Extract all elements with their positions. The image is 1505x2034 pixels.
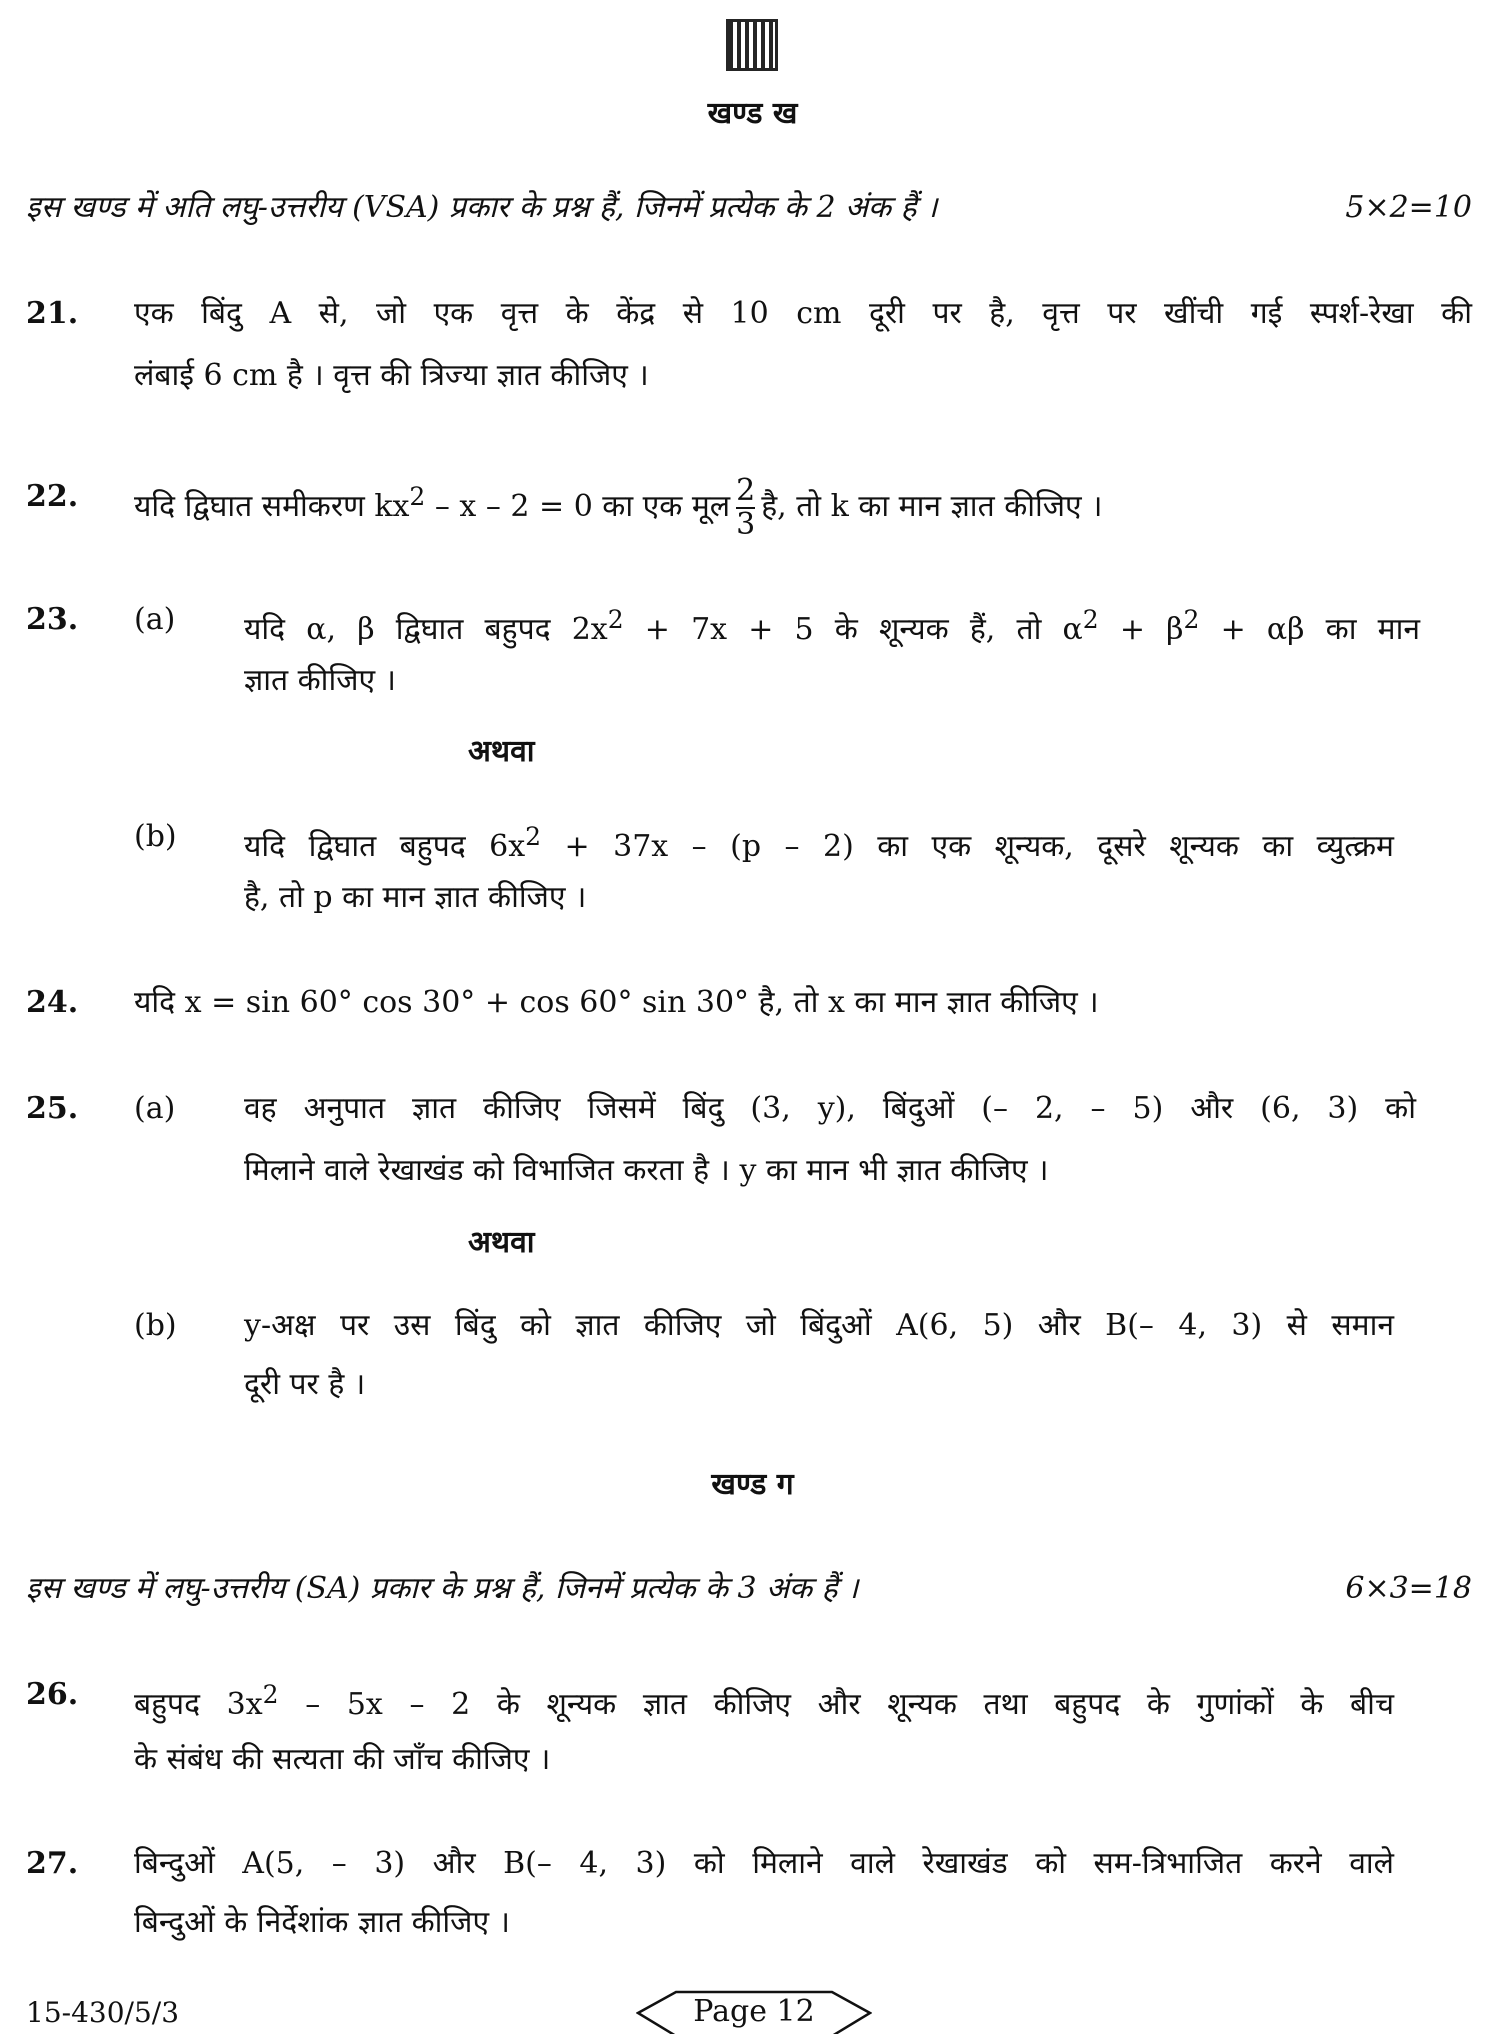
- section-b-instruction: इस खण्ड में अति लघु-उत्तरीय (VSA) प्रकार के प्रश्न हैं, जिनमें प्रत्येक के 2 अंक हैं ।: [26, 190, 938, 225]
- q23-number: 23.: [26, 602, 79, 637]
- q22-sup: 2: [409, 482, 426, 511]
- q22-text: [134, 460, 1103, 544]
- q25-number: 25.: [26, 1091, 79, 1126]
- q25b-label: (b): [134, 1308, 177, 1343]
- or-label: अथवा: [468, 1225, 535, 1260]
- t: + β: [1098, 612, 1184, 647]
- page-number: Page 12: [693, 1994, 815, 2029]
- q27-number: 27.: [26, 1846, 79, 1881]
- q23a-label: (a): [134, 602, 176, 637]
- q25a-line1: वह अनुपात ज्ञात कीजिए जिसमें बिंदु (3, y), बिंदुओं (– 2, – 5) और (6, 3) को: [244, 1091, 1416, 1126]
- q25b-line2: दूरी पर है ।: [244, 1367, 366, 1402]
- q23b-line2: है, तो p का मान ज्ञात कीजिए ।: [244, 880, 587, 915]
- q26-line1: [134, 1675, 1394, 1725]
- page-number-badge: [636, 1990, 872, 2034]
- t: + 37x – (p – 2) का एक शून्यक, दूसरे शून्यक का व्युत्क्रम: [541, 829, 1394, 864]
- q24-text: यदि x = sin 60° cos 30° + cos 60° sin 30° है, तो x का मान ज्ञात कीजिए ।: [134, 985, 1099, 1020]
- t: + αβ का मान: [1199, 612, 1420, 647]
- q25a-label: (a): [134, 1091, 176, 1126]
- q23a-line2: ज्ञात कीजिए ।: [244, 663, 396, 698]
- section-c-heading: खण्ड ग: [711, 1467, 794, 1502]
- qr-code: [726, 19, 778, 71]
- section-c-marks: 6×3=18: [1345, 1571, 1472, 1606]
- q22-fraction: [736, 475, 755, 541]
- q27-line2: बिन्दुओं के निर्देशांक ज्ञात कीजिए ।: [134, 1905, 510, 1940]
- q24-number: 24.: [26, 985, 79, 1020]
- paper-code: 15-430/5/3: [26, 1996, 180, 2029]
- section-b-heading: खण्ड ख: [707, 96, 798, 131]
- q22-mid: – x – 2 = 0 का एक मूल: [425, 489, 731, 524]
- q22-post: है, तो k का मान ज्ञात कीजिए ।: [761, 489, 1103, 524]
- t: – 5x – 2 के शून्यक ज्ञात कीजिए और शून्यक तथा बहुपद के गुणांकों के बीच: [278, 1687, 1394, 1722]
- q26-line2: के संबंध की सत्यता की जाँच कीजिए ।: [134, 1742, 551, 1777]
- sup: 2: [1082, 605, 1099, 634]
- q25b-line1: y-अक्ष पर उस बिंदु को ज्ञात कीजिए जो बिंदुओं A(6, 5) और B(– 4, 3) से समान: [244, 1308, 1394, 1343]
- t: बहुपद 3x: [134, 1687, 263, 1722]
- q23b-label: (b): [134, 819, 177, 854]
- q26-number: 26.: [26, 1677, 79, 1712]
- t: + 7x + 5 के शून्यक हैं, तो α: [623, 612, 1083, 647]
- q25a-line2: मिलाने वाले रेखाखंड को विभाजित करता है । y का मान भी ज्ञात कीजिए ।: [244, 1153, 1049, 1188]
- sup: 2: [525, 822, 542, 851]
- section-b-marks: 5×2=10: [1345, 190, 1472, 225]
- q21-line1: एक बिंदु A से, जो एक वृत्त के केंद्र से 10 cm दूरी पर है, वृत्त पर खींची गई स्पर्श-रेखा की: [134, 296, 1472, 331]
- sup: 2: [1183, 605, 1200, 634]
- q23a-line1: [244, 600, 1420, 650]
- sup: 2: [607, 605, 624, 634]
- q22-pre: यदि द्विघात समीकरण kx: [134, 489, 410, 524]
- t: यदि α, β द्विघात बहुपद 2x: [244, 612, 608, 647]
- section-c-instruction: इस खण्ड में लघु-उत्तरीय (SA) प्रकार के प्रश्न हैं, जिनमें प्रत्येक के 3 अंक हैं ।: [26, 1571, 859, 1606]
- q22-number: 22.: [26, 479, 79, 514]
- q27-line1: बिन्दुओं A(5, – 3) और B(– 4, 3) को मिलाने वाले रेखाखंड को सम-त्रिभाजित करने वाले: [134, 1846, 1394, 1881]
- sup: 2: [262, 1680, 279, 1709]
- q21-line2: लंबाई 6 cm है । वृत्त की त्रिज्या ज्ञात कीजिए ।: [134, 358, 649, 393]
- q21-number: 21.: [26, 296, 79, 331]
- q23b-line1: [244, 817, 1394, 867]
- frac-den: 3: [736, 507, 756, 542]
- frac-num: 2: [736, 473, 756, 508]
- or-label: अथवा: [468, 734, 535, 769]
- t: यदि द्विघात बहुपद 6x: [244, 829, 526, 864]
